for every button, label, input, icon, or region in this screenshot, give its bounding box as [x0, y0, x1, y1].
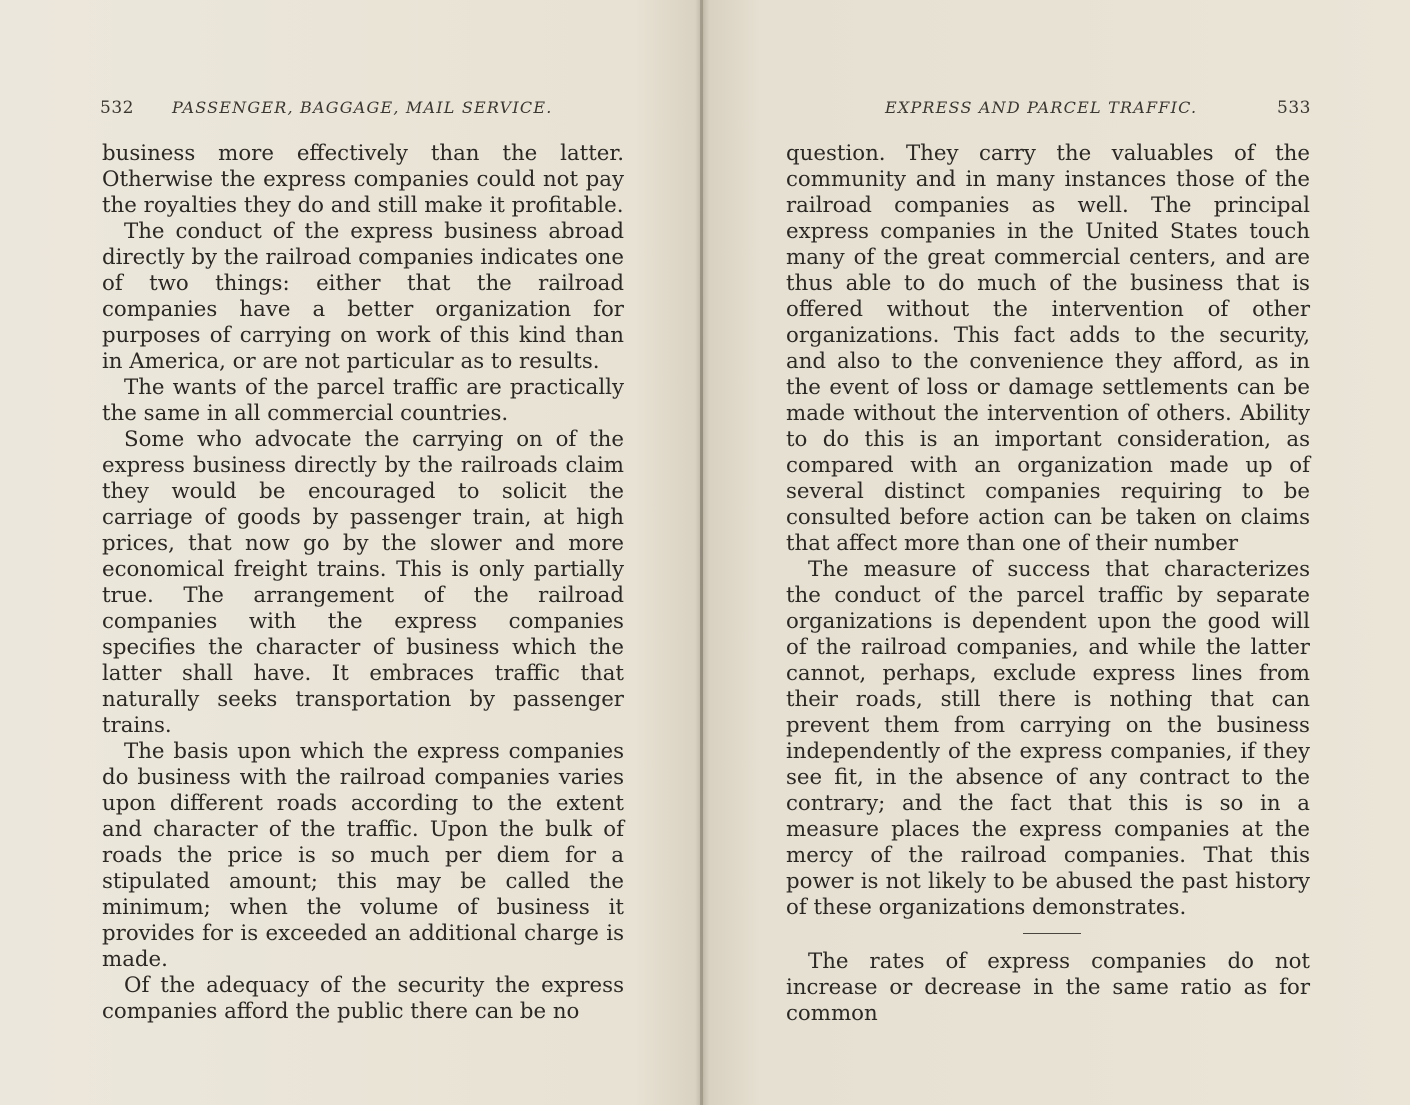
paragraph: The rates of express companies do not increase or decrease in the same ratio as for common [786, 949, 1310, 1026]
left-page-number: 532 [100, 98, 134, 118]
paragraph: Of the adequacy of the security the express companies afford the public there can be no [102, 973, 624, 1024]
left-page-header [100, 98, 630, 122]
paragraph: business more effectively than the latter. Otherwise the express companies could not pay the royalties they do and still make it profitable. [102, 141, 624, 218]
paragraph: Some who advocate the carrying on of the express business directly by the railroads claim they would be encouraged to solicit the carriage of goods by passenger train, at high prices, that now go by the slower and more economical freight trains. This is only partially true. The arrangement of the railroad companies with the express companies specifies the character of business which the latter shall have. It embraces traffic that naturally seeks transportation by passenger trains. [102, 427, 624, 738]
left-running-head: PASSENGER, BAGGAGE, MAIL SERVICE. [172, 98, 553, 117]
right-running-head: EXPRESS AND PARCEL TRAFFIC. [885, 98, 1198, 117]
paragraph: The wants of the parcel traffic are practically the same in all commercial countries. [102, 375, 624, 426]
paragraph: question. They carry the valuables of the community and in many instances those of the railroad companies as well. The principal express companies in the United States touch many of the great commercial centers, and are thus able to do much of the business that is offered without the intervention of other organizations. This fact adds to the security, and also to the convenience they afford, as in the event of loss or damage settlements can be made without the intervention of others. Ability to do this is an important consideration, as compared with an organization made up of several distinct companies requiring to be consulted before action can be taken on claims that affect more than one of their number [786, 141, 1310, 556]
right-page [703, 0, 1410, 1105]
right-page-header [787, 98, 1317, 122]
paragraph: The basis upon which the express companies do business with the railroad companies varies upon different roads according to the extent and character of the traffic. Upon the bulk of roads the price is so much per diem for a stipulated amount; this may be called the minimum; when the volume of business it provides for is exceeded an additional charge is made. [102, 739, 624, 972]
paragraph: The conduct of the express business abroad directly by the railroad companies indicates one of two things: either that the railroad companies have a better organization for purposes of carrying on work of this kind than in America, or are not particular as to results. [102, 219, 624, 374]
section-divider-rule [1023, 933, 1081, 934]
left-page [0, 0, 700, 1105]
right-page-body [786, 141, 1310, 1027]
left-page-body [102, 141, 624, 1025]
right-page-number: 533 [1277, 98, 1311, 118]
paragraph: The measure of success that characterizes the conduct of the parcel traffic by separate organizations is dependent upon the good will of the railroad companies, and while the latter cannot, perhaps, exclude express lines from their roads, still there is nothing that can prevent them from carrying on the business independently of the express companies, if they see fit, in the absence of any contract to the contrary; and the fact that this is so in a measure places the express companies at the mercy of the railroad companies. That this power is not likely to be abused the past history of these organizations demonstrates. [786, 557, 1310, 920]
